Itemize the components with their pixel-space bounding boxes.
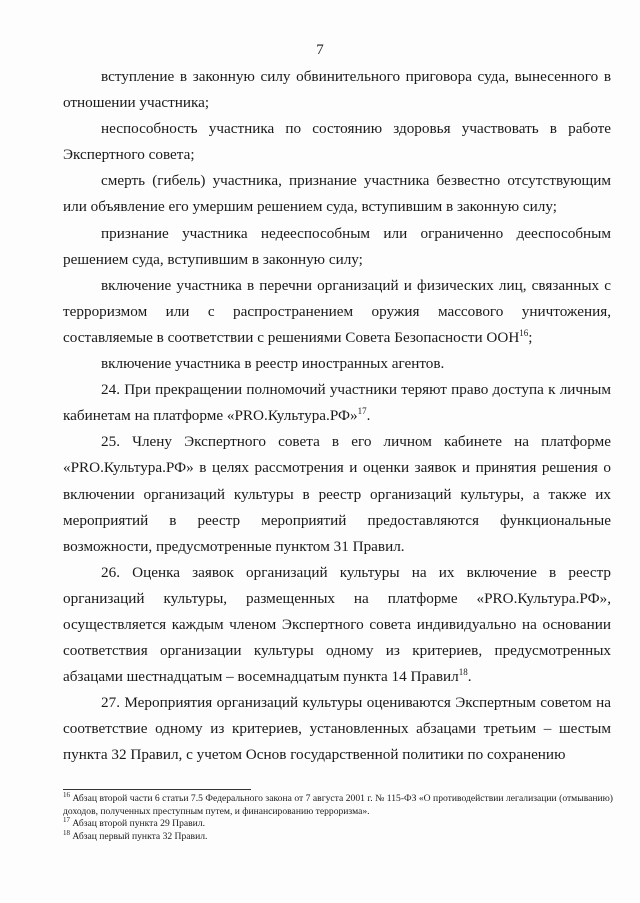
footnote-ref-17: 17 bbox=[357, 406, 367, 417]
paragraph-24: 24. При прекращении полномочий участники теряют право доступа к личным кабинетам на платформе «PRO.Культура.РФ»$^{17}$. bbox=[63, 381, 611, 425]
document-body bbox=[63, 64, 611, 769]
paragraph-26: 26. Оценка заявок организаций культуры на их включение в реестр организаций культуры, размещенных на платформе «PRO.Культура.РФ», осуществляется каждым членом Экспертного совета индивидуально на основании соответствия организации культуры одному из критериев, предусмотренных абзацами шестнадцатым – восемнадцатым пункта 14 Правил$^{18}$. bbox=[63, 563, 611, 686]
paragraph-27: 27. Мероприятия организаций культуры оцениваются Экспертным советом на соответствие одному из критериев, установленных абзацами третьим – шестым пункта 32 Правил, с учетом Основ государственной политики по сохранению bbox=[63, 694, 611, 764]
footnote-18: $^{18}$ Абзац первый пункта 32 Правил. bbox=[63, 828, 208, 842]
footnote-16: $^{16}$ Абзац второй части 6 статьи 7.5 Федерального закона от 7 августа 2001 г. № 115-ФЗ «О противодействии легализации (отмыванию) доходов, полученных преступным путем, и финансированию терроризма». bbox=[63, 790, 613, 817]
footnotes bbox=[63, 790, 613, 843]
page-number: 7 bbox=[316, 42, 324, 58]
footnote-17: $^{17}$ Абзац второй пункта 29 Правил. bbox=[63, 816, 205, 830]
paragraph-3: смерть (гибель) участника, признание участника безвестно отсутствующим или объявление его умершим решением суда, вступившим в законную силу; bbox=[63, 172, 611, 216]
paragraph-25: 25. Члену Экспертного совета в его личном кабинете на платформе «PRO.Культура.РФ» в целях рассмотрения и оценки заявок и принятия решения о включении организаций культуры в реестр организаций культуры, а также их мероприятий в реестр мероприятий предоставляются функциональные возможности, предусмотренные пунктом 31 Правил. bbox=[63, 433, 611, 555]
footnote-ref-16: 16 bbox=[519, 327, 529, 338]
paragraph-6: включение участника в реестр иностранных агентов. bbox=[101, 355, 445, 373]
footnote-divider bbox=[63, 789, 251, 790]
paragraph-1: вступление в законную силу обвинительного приговора суда, вынесенного в отношении участника; bbox=[63, 68, 611, 112]
footnote-ref-18: 18 bbox=[458, 667, 468, 678]
paragraph-4: признание участника недееспособным или ограниченно дееспособным решением суда, вступившим в законную силу; bbox=[63, 224, 611, 268]
paragraph-5: включение участника в перечни организаций и физических лиц, связанных с терроризмом или с распространением оружия массового уничтожения, составляемые в соответствии с решениями Совета Безопасности ООН$^{16}$; bbox=[63, 276, 611, 346]
paragraph-2: неспособность участника по состоянию здоровья участвовать в работе Экспертного совета; bbox=[63, 120, 611, 164]
